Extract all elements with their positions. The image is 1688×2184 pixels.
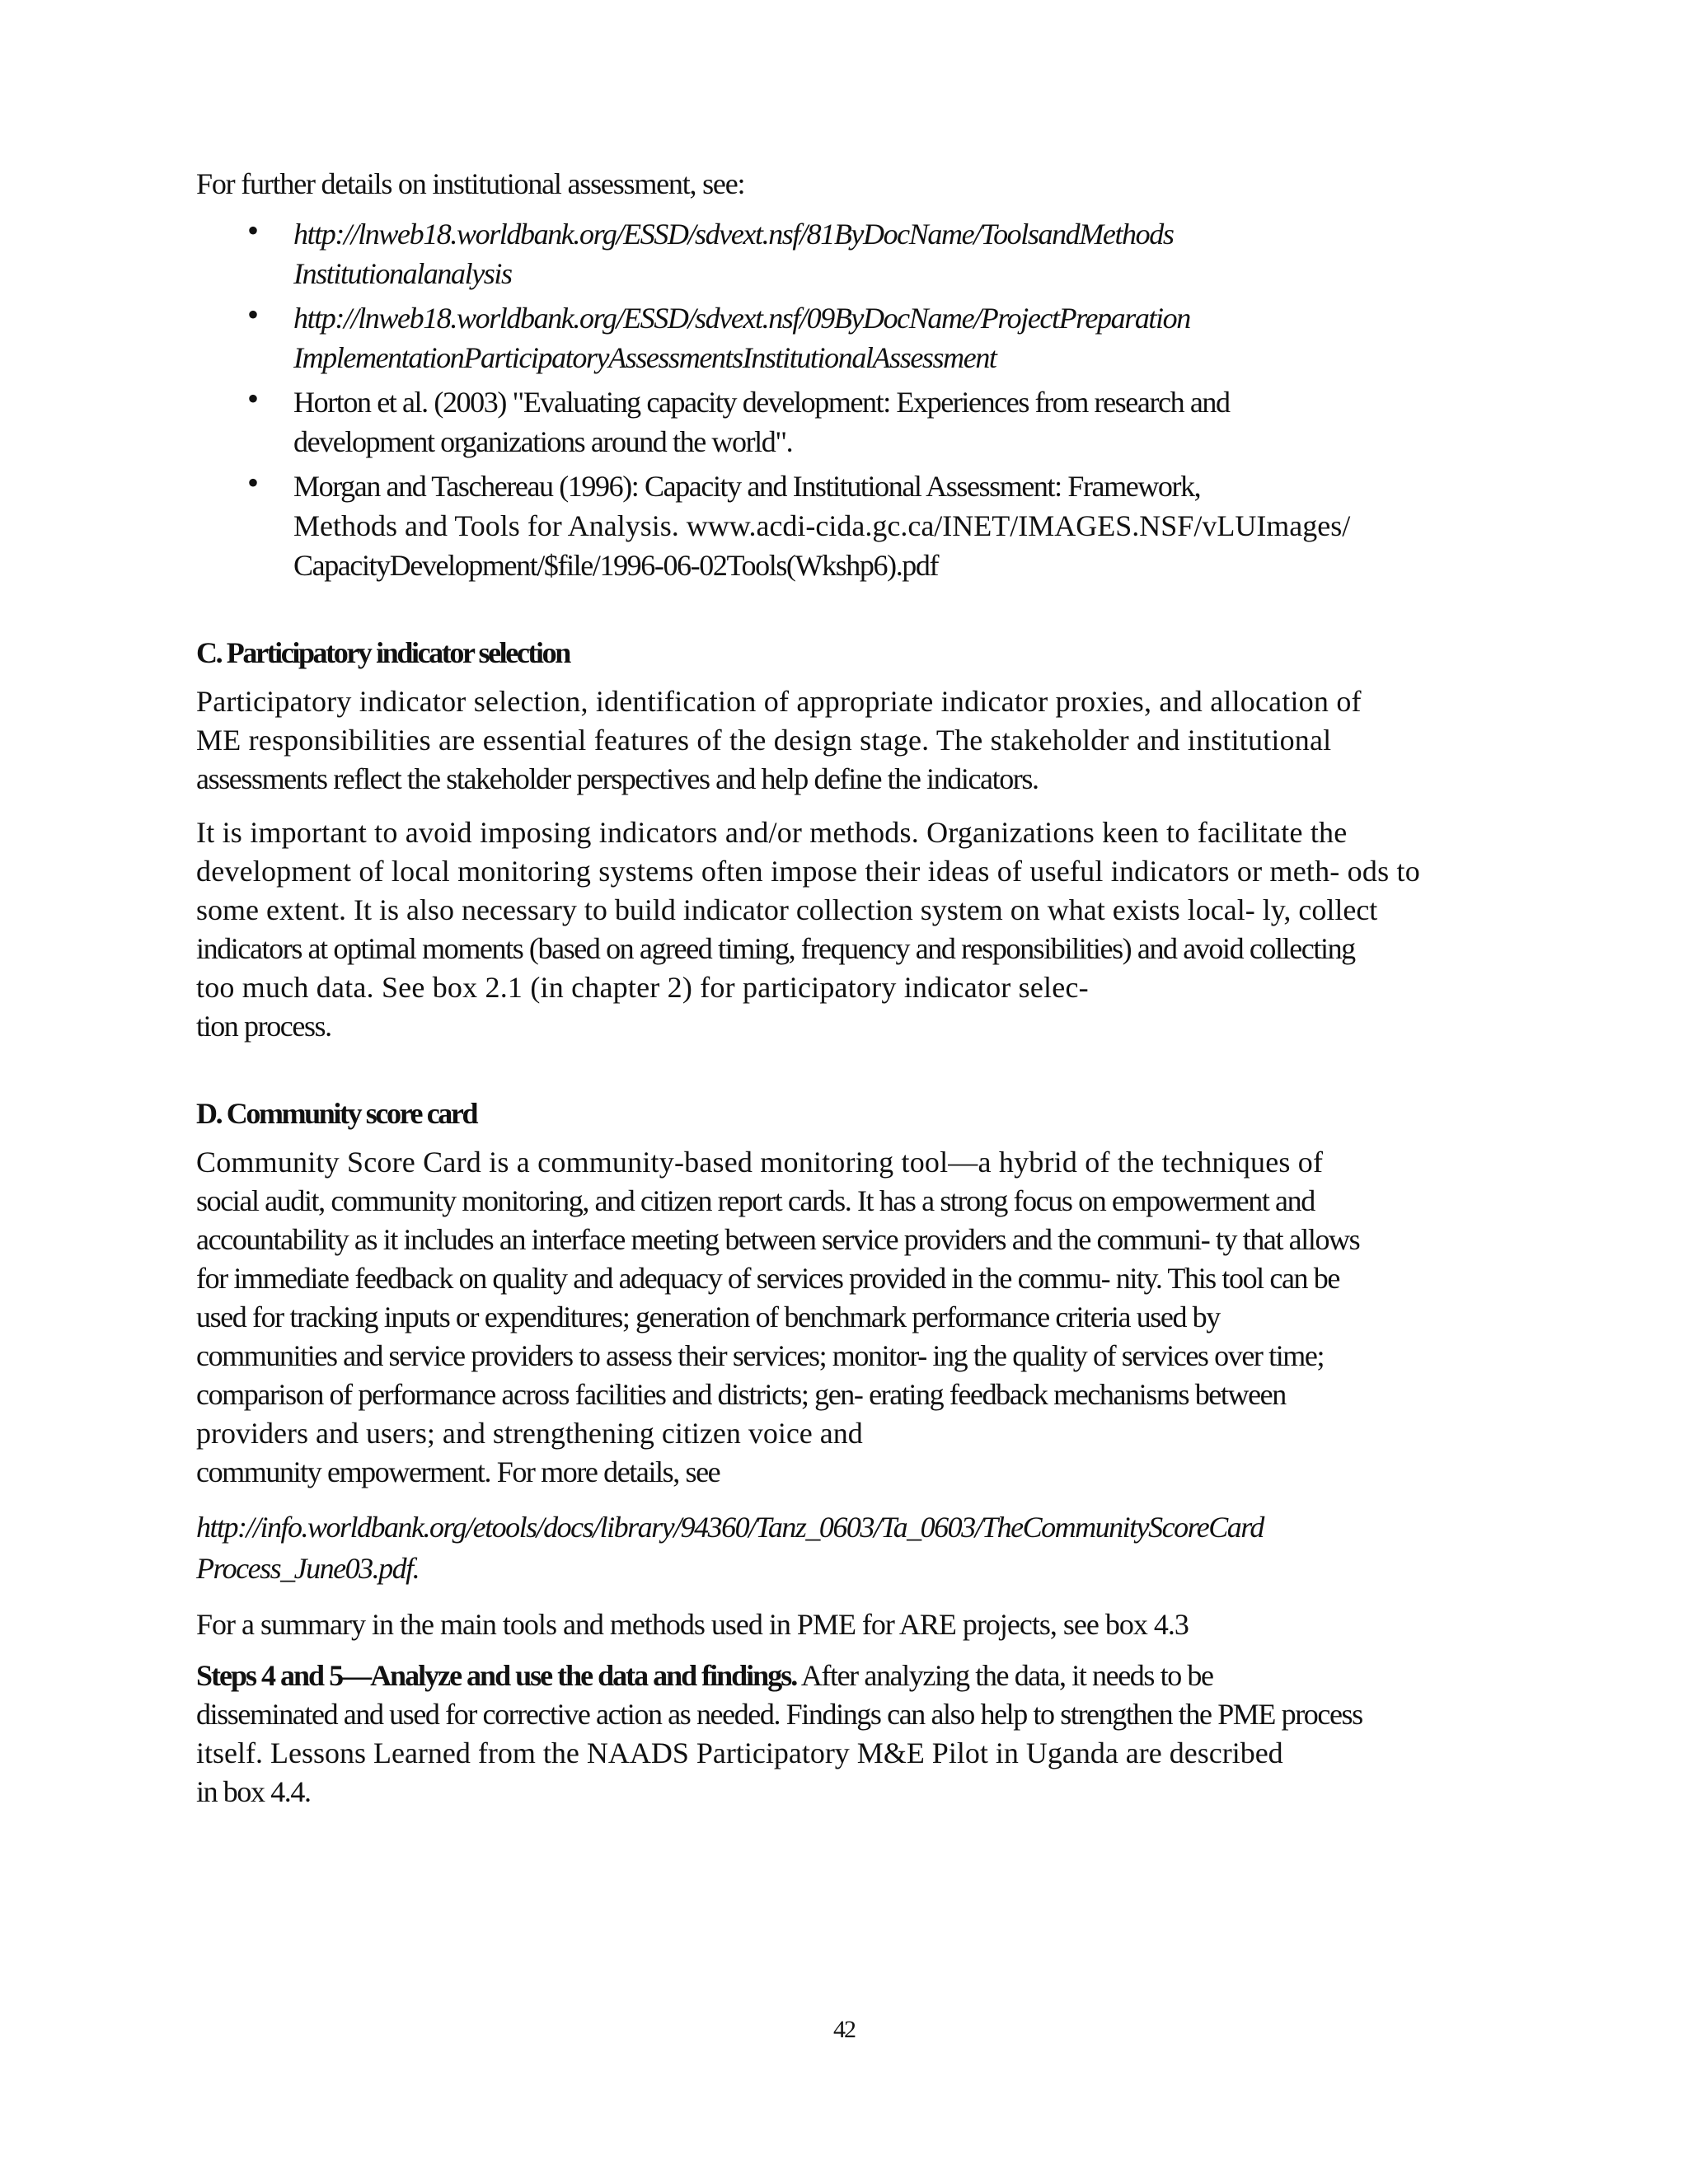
steps-paragraph <box>196 1657 1515 1811</box>
paragraph-line: used for tracking inputs or expenditures; generation of benchmark performance criteria used by <box>196 1301 1220 1333</box>
paragraph-line: itself. Lessons Learned from the NAADS Participatory M&E Pilot in Uganda are described <box>196 1736 1283 1769</box>
paragraph-line: too much data. See box 2.1 (in chapter 2) for participatory indicator selec- <box>196 971 1089 1004</box>
community-score-card-link[interactable] <box>196 1507 1515 1589</box>
paragraph-line: After analyzing the data, it needs to be <box>796 1659 1213 1692</box>
reference-line: Horton et al. (2003) "Evaluating capacity development: Experiences from research and <box>293 386 1230 419</box>
link-line: Process_June03.pdf. <box>196 1552 420 1585</box>
reference-line: Morgan and Taschereau (1996): Capacity and Institutional Assessment: Framework, <box>293 470 1201 503</box>
paragraph-line: comparison of performance across facilities and districts; gen- erating feedback mechanisms between <box>196 1378 1286 1411</box>
reference-item <box>196 466 1515 585</box>
reference-line: ImplementationParticipatoryAssessmentsInstitutionalAssessment <box>293 341 996 374</box>
reference-line: development organizations around the world". <box>293 425 793 458</box>
paragraph-line: indicators at optimal moments (based on agreed timing, frequency and responsibilities) and avoid collecting <box>196 932 1355 965</box>
reference-list <box>196 214 1515 585</box>
reference-line: http://lnweb18.worldbank.org/ESSD/sdvext.nsf/09ByDocName/ProjectPreparation <box>293 302 1190 335</box>
intro-text: For further details on institutional assessment, see: <box>196 167 745 200</box>
paragraph-line: disseminated and used for corrective action as needed. Findings can also help to strengthen the PME process <box>196 1698 1362 1731</box>
paragraph-line: some extent. It is also necessary to build indicator collection system on what exists local- ly, collect <box>196 893 1378 926</box>
section-d-heading: D. Community score card <box>196 1097 477 1130</box>
paragraph-line: tion process. <box>196 1010 331 1043</box>
paragraph-line: communities and service providers to assess their services; monitor- ing the quality of services over time; <box>196 1339 1325 1372</box>
page-content <box>196 163 1515 1826</box>
reference-line: Methods and Tools for Analysis. www.acdi-cida.gc.ca/INET/IMAGES.NSF/vLUImages/ <box>293 509 1351 542</box>
paragraph-line: Community Score Card is a community-based monitoring tool—a hybrid of the techniques of <box>196 1146 1324 1179</box>
paragraph-line: providers and users; and strengthening citizen voice and <box>196 1417 863 1450</box>
paragraph-line: assessments reflect the stakeholder perspectives and help define the indicators. <box>196 762 1039 795</box>
paragraph-line: for immediate feedback on quality and adequacy of services provided in the commu- nity. This tool can be <box>196 1262 1339 1295</box>
page-number: 42 <box>833 2016 855 2043</box>
paragraph-line: social audit, community monitoring, and citizen report cards. It has a strong focus on empowerment and <box>196 1184 1315 1217</box>
bullet-icon: • <box>247 212 260 249</box>
section-c-heading: C. Participatory indicator selection <box>196 636 570 669</box>
reference-item <box>196 298 1515 377</box>
section-c-paragraph-1 <box>196 682 1515 799</box>
reference-item <box>196 214 1515 293</box>
reference-line: Institutionalanalysis <box>293 257 512 290</box>
paragraph-line: development of local monitoring systems often impose their ideas of useful indicators or meth- ods to <box>196 855 1420 888</box>
reference-item <box>196 382 1515 462</box>
bullet-icon: • <box>247 296 260 333</box>
paragraph-line: ME responsibilities are essential features of the design stage. The stakeholder and institutional <box>196 724 1332 757</box>
section-c-paragraph-2 <box>196 813 1515 1046</box>
paragraph-line: in box 4.4. <box>196 1775 311 1808</box>
steps-lead: Steps 4 and 5—Analyze and use the data and findings. <box>196 1659 797 1692</box>
paragraph-line: Participatory indicator selection, identification of appropriate indicator proxies, and allocation of <box>196 685 1362 718</box>
link-line: http://info.worldbank.org/etools/docs/library/94360/Tanz_0603/Ta_0603/TheCommunityScoreCard <box>196 1511 1264 1544</box>
bullet-icon: • <box>247 464 260 501</box>
section-d-paragraph <box>196 1143 1515 1492</box>
bullet-icon: • <box>247 380 260 417</box>
paragraph-line: It is important to avoid imposing indicators and/or methods. Organizations keen to facilitate the <box>196 816 1348 849</box>
paragraph-line: accountability as it includes an interface meeting between service providers and the communi- ty that allows <box>196 1223 1360 1256</box>
paragraph-line: community empowerment. For more details, see <box>196 1455 720 1488</box>
reference-line: http://lnweb18.worldbank.org/ESSD/sdvext.nsf/81ByDocName/ToolsandMethods <box>293 218 1174 251</box>
summary-text: For a summary in the main tools and methods used in PME for ARE projects, see box 4.3 <box>196 1608 1189 1641</box>
reference-line: CapacityDevelopment/$file/1996-06-02Tools(Wkshp6).pdf <box>293 549 939 582</box>
